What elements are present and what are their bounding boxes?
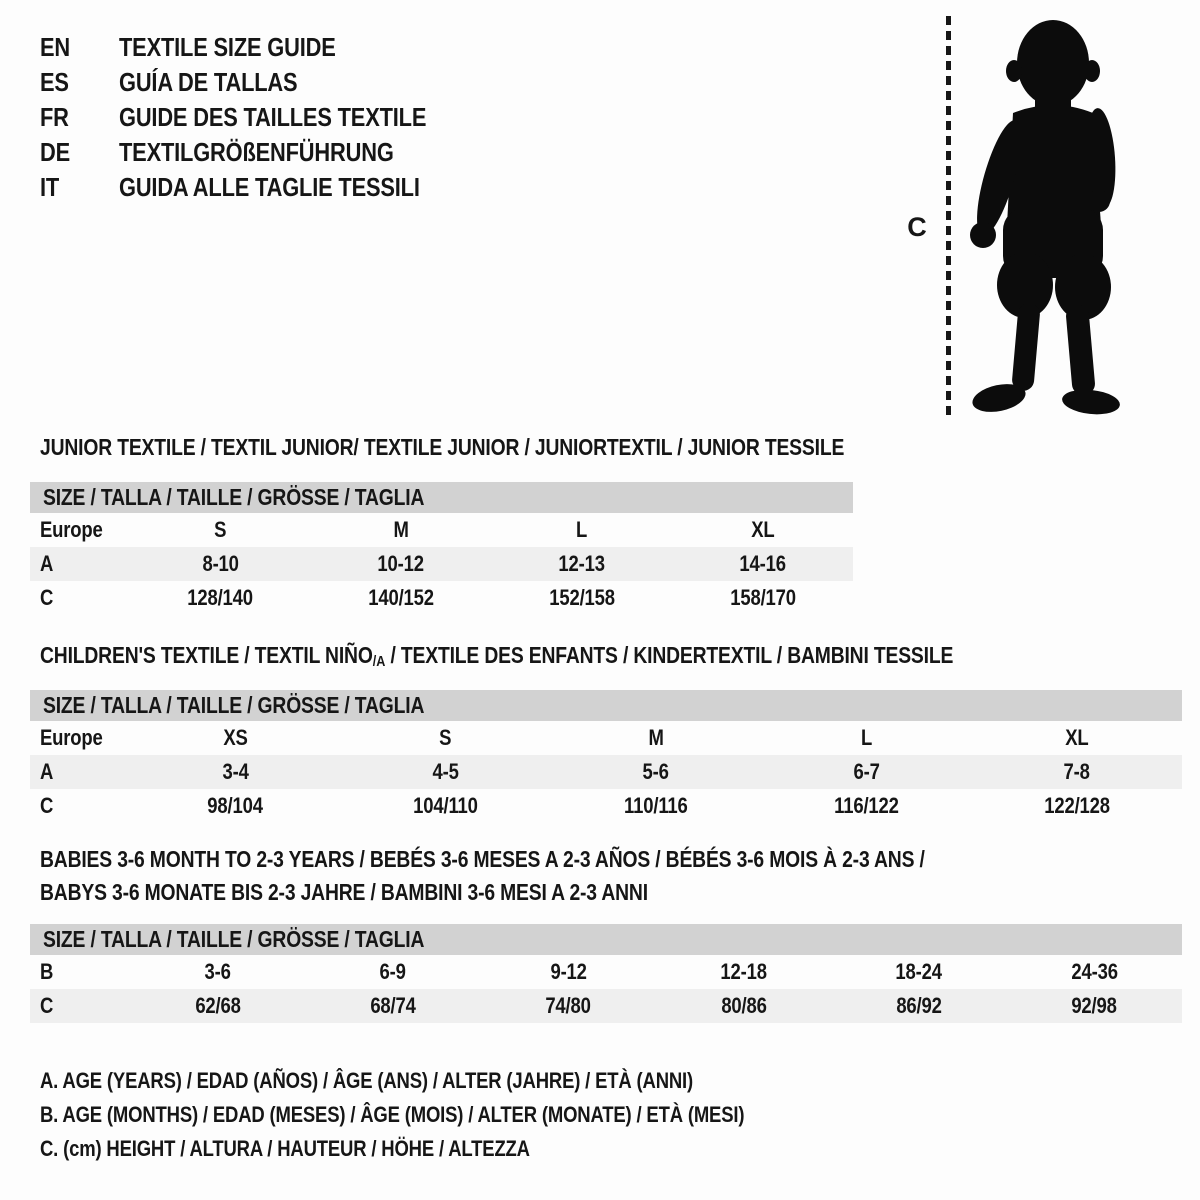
table-header-band: SIZE / TALLA / TAILLE / GRÖSSE / TAGLIA bbox=[30, 482, 853, 513]
row-label: C bbox=[40, 793, 54, 818]
size-cell: XS bbox=[223, 725, 248, 750]
language-row-en bbox=[40, 30, 485, 65]
size-cell: 4-5 bbox=[432, 759, 459, 784]
size-cell: 122/128 bbox=[1044, 793, 1110, 818]
table-row-months bbox=[30, 955, 1182, 989]
language-code: EN bbox=[40, 32, 71, 62]
language-row-es bbox=[40, 65, 485, 100]
size-cell: 62/68 bbox=[194, 993, 241, 1018]
table-row-europe bbox=[30, 513, 853, 547]
size-cell: 6-9 bbox=[379, 959, 407, 984]
table-header-band: SIZE / TALLA / TAILLE / GRÖSSE / TAGLIA bbox=[30, 924, 1182, 955]
footnote-a: A. AGE (YEARS) / EDAD (AÑOS) / ÂGE (ANS) / ALTER (JAHRE) / ETÀ (ANNI) bbox=[40, 1068, 694, 1093]
junior-size-table bbox=[30, 482, 853, 615]
guide-title-es: GUÍA DE TALLAS bbox=[119, 67, 298, 97]
babies-size-table bbox=[30, 924, 1182, 1023]
size-cell: 12-13 bbox=[558, 551, 606, 576]
size-cell: 3-4 bbox=[222, 759, 249, 784]
nino-a-subscript: /A bbox=[372, 653, 386, 670]
babies-section-heading: BABIES 3-6 MONTH TO 2-3 YEARS / BEBÉS 3-6 MESES A 2-3 AÑOS / BÉBÉS 3-6 MOIS À 2-3 ANS / BABYS 3-6 MONATE BIS 2-3 JAHRE / BAMBINI 3-6 MESI A 2-3 ANNI bbox=[40, 846, 925, 905]
size-cell: 104/110 bbox=[413, 793, 478, 818]
size-cell: 80/86 bbox=[720, 993, 767, 1018]
size-cell: 68/74 bbox=[370, 993, 416, 1018]
row-label: A bbox=[40, 759, 54, 784]
size-cell: M bbox=[393, 517, 409, 542]
size-cell: 24-36 bbox=[1071, 959, 1118, 984]
row-label: Europe bbox=[40, 517, 103, 542]
size-cell: 9-12 bbox=[550, 959, 587, 984]
table-header-band: SIZE / TALLA / TAILLE / GRÖSSE / TAGLIA bbox=[30, 690, 1182, 721]
table-row-height bbox=[30, 789, 1182, 823]
language-code: DE bbox=[40, 137, 71, 167]
language-title-block bbox=[40, 30, 485, 205]
language-row-de bbox=[40, 135, 485, 170]
size-cell: 92/98 bbox=[1071, 993, 1118, 1018]
size-cell: M bbox=[648, 725, 664, 750]
children-section-heading: CHILDREN'S TEXTILE / TEXTIL NIÑO/A / TEXTILE DES ENFANTS / KINDERTEXTIL / BAMBINI TESSILE bbox=[40, 642, 954, 670]
footnote-c: C. (cm) HEIGHT / ALTURA / HAUTEUR / HÖHE / ALTEZZA bbox=[40, 1136, 530, 1161]
row-label: Europe bbox=[40, 725, 103, 750]
row-label: C bbox=[40, 585, 54, 610]
size-cell: 18-24 bbox=[895, 959, 943, 984]
language-code: FR bbox=[40, 102, 69, 132]
height-measure-label: C bbox=[907, 212, 927, 242]
size-cell: 74/80 bbox=[545, 993, 592, 1018]
table-row-age bbox=[30, 547, 853, 581]
size-cell: 5-6 bbox=[642, 759, 670, 784]
table-row-height bbox=[30, 989, 1182, 1023]
guide-title-it: GUIDA ALLE TAGLIE TESSILI bbox=[119, 172, 420, 202]
guide-title-fr: GUIDE DES TAILLES TEXTILE bbox=[119, 102, 427, 132]
size-cell: XL bbox=[750, 517, 775, 542]
size-cell: 8-10 bbox=[202, 551, 239, 576]
language-row-fr bbox=[40, 100, 485, 135]
size-cell: 12-18 bbox=[720, 959, 767, 984]
size-cell: 86/92 bbox=[896, 993, 942, 1018]
table-row-age bbox=[30, 755, 1182, 789]
size-cell: 116/122 bbox=[834, 793, 899, 818]
language-row-it bbox=[40, 170, 485, 205]
size-cell: 6-7 bbox=[853, 759, 880, 784]
junior-section-heading: JUNIOR TEXTILE / TEXTIL JUNIOR/ TEXTILE JUNIOR / JUNIORTEXTIL / JUNIOR TESSILE bbox=[40, 434, 845, 460]
size-cell: 110/116 bbox=[624, 793, 688, 818]
language-code: ES bbox=[40, 67, 69, 97]
size-cell: 152/158 bbox=[549, 585, 615, 610]
height-measure-line bbox=[946, 16, 951, 416]
toddler-silhouette-icon bbox=[963, 13, 1141, 415]
size-cell: 14-16 bbox=[739, 551, 786, 576]
size-cell: 140/152 bbox=[368, 585, 434, 610]
size-cell: 98/104 bbox=[207, 793, 263, 818]
language-code: IT bbox=[40, 172, 60, 202]
footnote-b: B. AGE (MONTHS) / EDAD (MESES) / ÂGE (MOIS) / ALTER (MONATE) / ETÀ (MESI) bbox=[40, 1102, 745, 1127]
size-cell: 158/170 bbox=[729, 585, 796, 610]
size-cell: L bbox=[860, 725, 872, 750]
table-row-height bbox=[30, 581, 853, 615]
guide-title-de: TEXTILGRÖßENFÜHRUNG bbox=[119, 137, 394, 167]
size-cell: 3-6 bbox=[204, 959, 231, 984]
size-cell: S bbox=[214, 517, 227, 542]
size-cell: 128/140 bbox=[187, 585, 254, 610]
size-cell: S bbox=[439, 725, 452, 750]
children-size-table bbox=[30, 690, 1182, 823]
size-cell: 7-8 bbox=[1063, 759, 1090, 784]
guide-title-en: TEXTILE SIZE GUIDE bbox=[119, 32, 336, 62]
row-label: A bbox=[40, 551, 54, 576]
table-row-europe bbox=[30, 721, 1182, 755]
size-cell: XL bbox=[1065, 725, 1089, 750]
size-cell: L bbox=[576, 517, 588, 542]
row-label: C bbox=[40, 993, 54, 1018]
row-label: B bbox=[40, 959, 54, 984]
footnotes-block bbox=[40, 1064, 878, 1166]
size-cell: 10-12 bbox=[377, 551, 425, 576]
